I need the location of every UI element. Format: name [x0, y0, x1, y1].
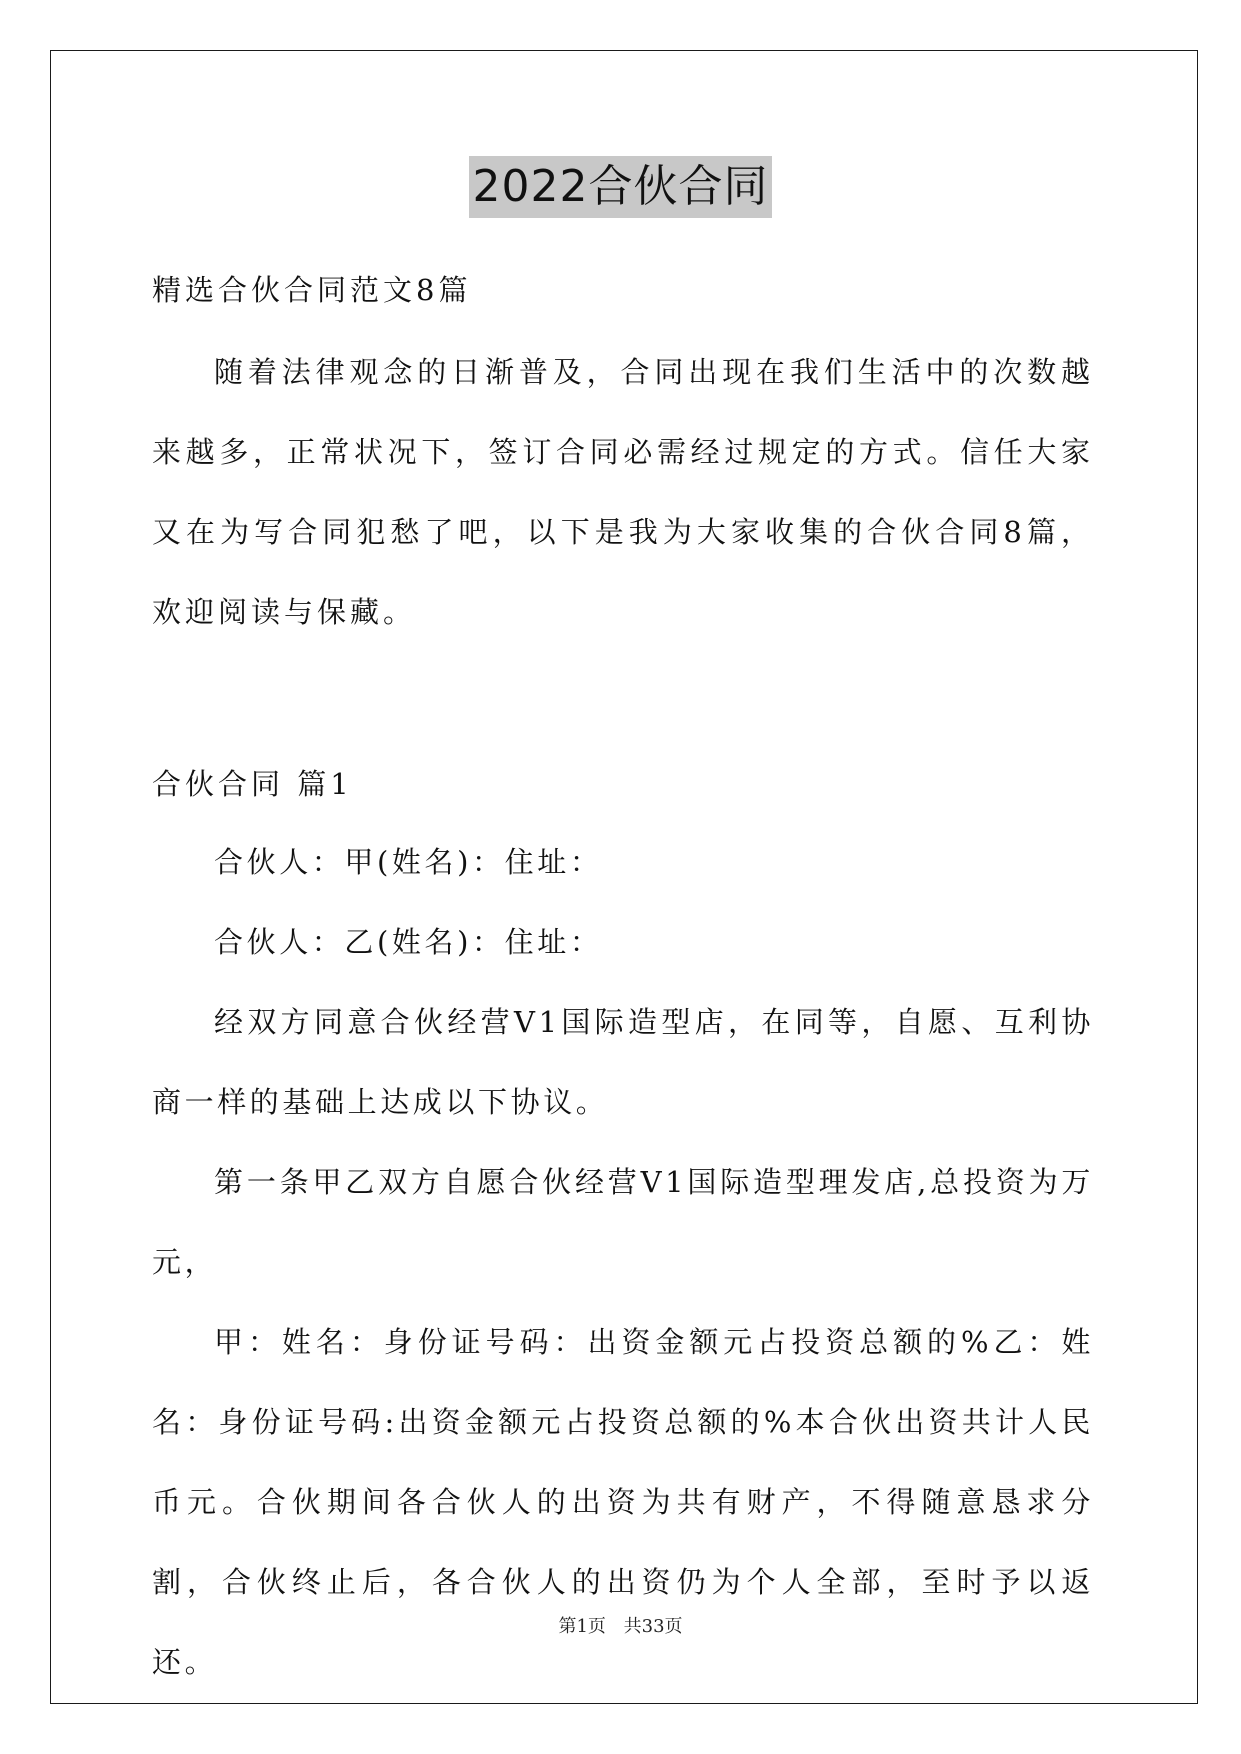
- document-title: 2022合伙合同: [469, 156, 773, 218]
- paragraph-article-one: 第一条甲乙双方自愿合伙经营V1国际造型理发店,总投资为万元，: [152, 1165, 1094, 1279]
- paragraph-agreement: 经双方同意合伙经营V1国际造型店，在同等，自愿、互利协商一样的基础上达成以下协议。: [152, 1005, 1094, 1119]
- document-subtitle: 精选合伙合同范文8篇: [152, 273, 472, 307]
- page-footer: [0, 1612, 1241, 1638]
- intro-paragraph: [152, 332, 1094, 652]
- intro-text: 随着法律观念的日渐普及，合同出现在我们生活中的次数越来越多，正常状况下，签订合同必需经过规定的方式。信任大家又在为写合同犯愁了吧，以下是我为大家收集的合伙合同8篇，欢迎阅读与保藏。: [152, 355, 1094, 629]
- page-total: 共33页: [623, 1616, 683, 1637]
- paragraph-partner-a: 合伙人：甲(姓名)：住址：: [214, 845, 603, 879]
- paragraph-capital: 甲：姓名：身份证号码：出资金额元占投资总额的%乙：姓名：身份证号码:出资金额元占投资总额的%本合伙出资共计人民币元。合伙期间各合伙人的出资为共有财产，不得随意恳求分割，合伙终止后，各合伙人的出资仍为个人全部，至时予以返还。: [152, 1325, 1094, 1679]
- section-heading: 合伙合同 篇1: [152, 767, 353, 801]
- contract-content: [152, 822, 1094, 1702]
- page-number: 第1页: [558, 1616, 606, 1637]
- title-container: [0, 156, 1241, 218]
- paragraph-partner-b: 合伙人：乙(姓名)：住址：: [214, 925, 603, 959]
